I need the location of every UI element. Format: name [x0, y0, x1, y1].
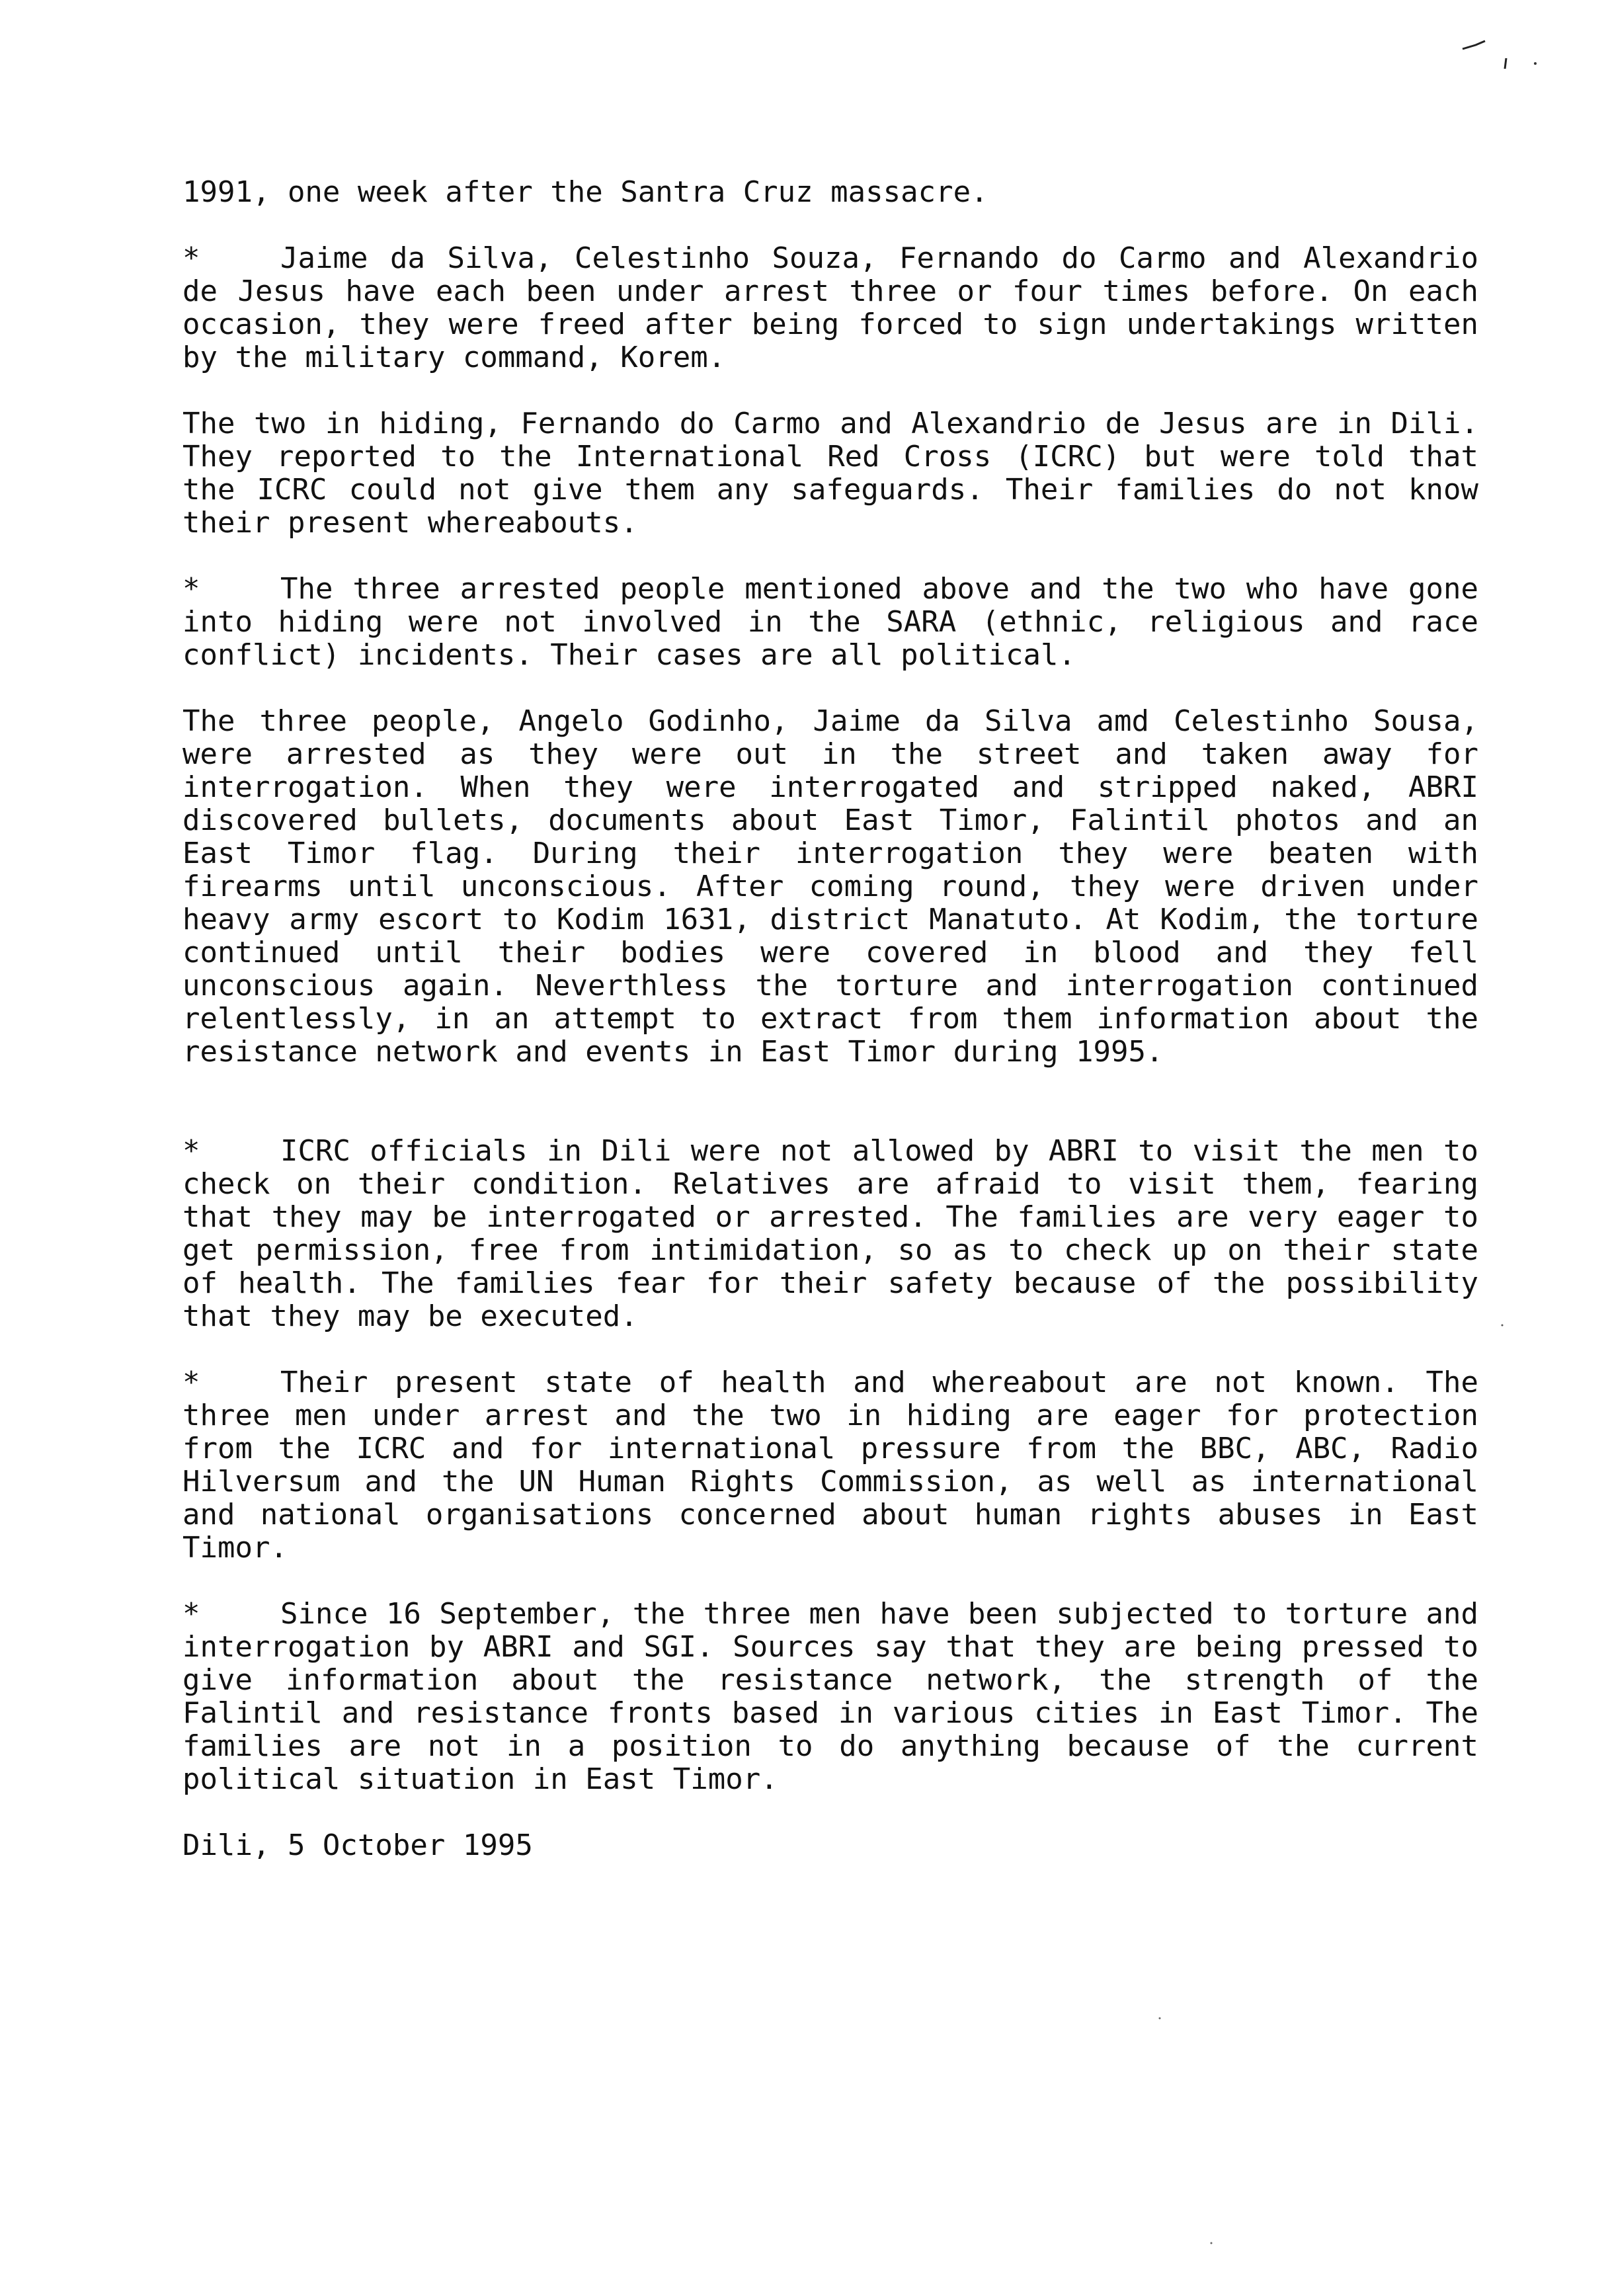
bullet-marker: *	[182, 1134, 200, 1168]
paragraph-text: 1991, one week after the Santra Cruz massacre.	[182, 175, 988, 209]
scan-speck	[1505, 58, 1506, 69]
bullet-marker: *	[182, 1597, 200, 1631]
paragraph-icrc-access	[182, 1135, 1478, 1333]
paragraph-text: Since 16 September, the three men have been subjected to torture and interrogation by ABRI and SGI. Sources say that they are being pressed to give information about the resistance network, the strength of the Falintil and resistance fronts based in various cities in East Timor. The families are not in a position to do anything because of the current political situation in East Timor.	[182, 1597, 1478, 1796]
paragraph-text: The two in hiding, Fernando do Carmo and Alexandrio de Jesus are in Dili. They reported to the International Red Cross (ICRC) but were told that the ICRC could not give them any safeguards. Their families do not know their present whereabouts.	[182, 407, 1478, 540]
paragraph-prior-arrests	[182, 242, 1478, 374]
paragraph-in-hiding	[182, 407, 1478, 540]
bullet-marker: *	[182, 241, 200, 275]
paragraph-text: The three arrested people mentioned above and the two who have gone into hiding were not involved in the SARA (ethnic, religious and race conflict) incidents. Their cases are all political.	[182, 572, 1478, 672]
paragraph-since-september	[182, 1598, 1478, 1796]
paragraph-health-unknown	[182, 1366, 1478, 1565]
scan-speck	[1534, 62, 1537, 65]
scan-speck	[1159, 2018, 1161, 2020]
paragraph-interrogation	[182, 705, 1478, 1069]
bullet-marker: *	[182, 1366, 200, 1399]
dateline-text: Dili, 5 October 1995	[182, 1828, 533, 1862]
paragraph-text: Jaime da Silva, Celestinho Souza, Fernando do Carmo and Alexandrio de Jesus have each been under arrest three or four times before. On each occasion, they were freed after being forced to sign undertakings written by the military command, Korem.	[182, 241, 1478, 374]
paragraph-text: The three people, Angelo Godinho, Jaime da Silva amd Celestinho Sousa, were arrested as they were out in the street and taken away for interrogation. When they were interrogated and stripped naked, ABRI discovered bullets, documents about East Timor, Falintil photos and an East Timor flag. During their interrogation they were beaten with firearms until unconscious. After coming round, they were driven under heavy army escort to Kodim 1631, district Manatuto. At Kodim, the torture continued until their bodies were covered in blood and they fell unconscious again. Neverthless the torture and interrogation continued relentlessly, in an attempt to extract from them information about the resistance network and events in East Timor during 1995.	[182, 704, 1478, 1069]
bullet-marker: *	[182, 572, 200, 606]
paragraph-text: ICRC officials in Dili were not allowed by ABRI to visit the men to check on their condition. Relatives are afraid to visit them, fearing that they may be interrogated or arrested. The families are very eager to get permission, free from intimidation, so as to check up on their state of health. The families fear for their safety because of the possibility that they may be executed.	[182, 1134, 1478, 1333]
dateline	[182, 1829, 1478, 1862]
paragraph-text: Their present state of health and whereabout are not known. The three men under arrest and the two in hiding are eager for protection from the ICRC and for international pressure from the BBC, ABC, Radio Hilversum and the UN Human Rights Commission, as well as international and national organisations concerned about human rights abuses in East Timor.	[182, 1366, 1478, 1565]
scan-speck	[1502, 1325, 1504, 1327]
paragraph-intro	[182, 176, 1478, 209]
scan-speck	[1463, 41, 1485, 49]
paragraph-not-involved	[182, 573, 1478, 672]
scan-speck	[1211, 2242, 1213, 2244]
